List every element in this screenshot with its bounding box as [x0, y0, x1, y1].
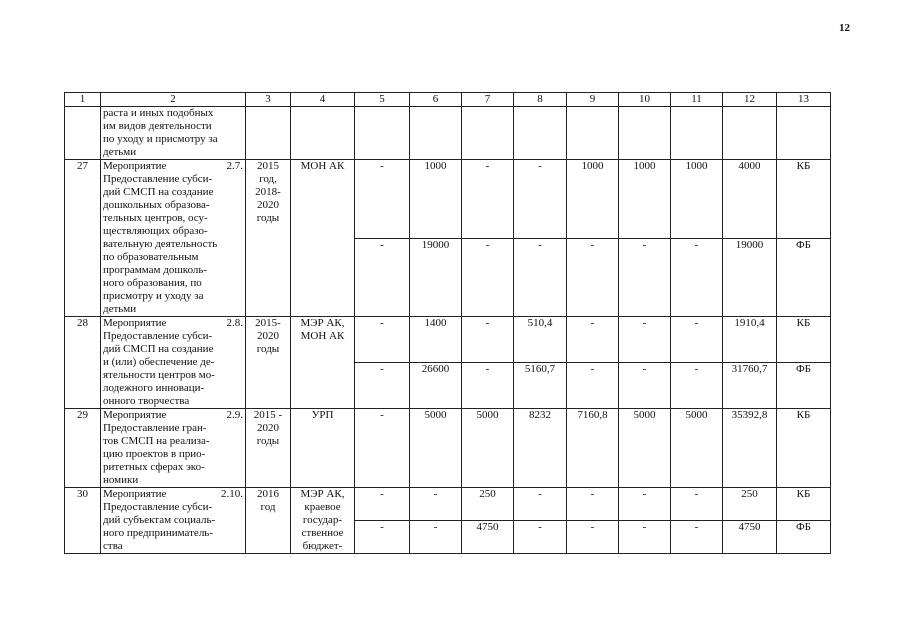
measure-executor: МЭР АК, краевое государ- ственное бюджет- — [291, 488, 355, 554]
measure-executor: МЭР АК, МОН АК — [291, 317, 355, 409]
description-line: ного предприниматель- — [103, 527, 213, 539]
description-line: и (или) обеспечение де- — [103, 356, 215, 368]
measure-title: Мероприятие — [103, 160, 167, 172]
value-cell: 31760,7 — [723, 363, 777, 409]
description-line: ства — [103, 540, 123, 552]
measure-code: 2.10. — [221, 488, 243, 500]
value-cell: 1400 — [410, 317, 462, 363]
measure-number: 28 — [65, 317, 101, 409]
description-line: ного образования, по — [103, 277, 202, 289]
value-cell: КБ — [777, 409, 831, 488]
value-cell: - — [567, 521, 619, 554]
value-cell: - — [671, 363, 723, 409]
measure-period: 2015 год, 2018- 2020 годы — [246, 160, 291, 317]
measure-number: 29 — [65, 409, 101, 488]
value-cell: 5000 — [671, 409, 723, 488]
continuation-row — [65, 107, 831, 160]
value-cell: 1000 — [567, 160, 619, 239]
column-header: 2 — [101, 93, 246, 107]
measure-period: 2015 - 2020 годы — [246, 409, 291, 488]
column-header: 4 — [291, 93, 355, 107]
value-cell: - — [514, 238, 567, 317]
value-cell: - — [410, 488, 462, 521]
description-line: дий субъектам социаль- — [103, 514, 216, 526]
description-line: по образовательным — [103, 251, 199, 263]
description-line: вательную деятельность — [103, 238, 218, 250]
measure-code: 2.9. — [226, 409, 243, 421]
column-header: 12 — [723, 93, 777, 107]
value-cell: 5000 — [619, 409, 671, 488]
value-cell: - — [514, 488, 567, 521]
description-line: ществляющих образо- — [103, 225, 208, 237]
value-cell: - — [671, 488, 723, 521]
description-line: ятельности центров мо- — [103, 369, 215, 381]
value-cell: 19000 — [723, 238, 777, 317]
description-line: Предоставление субси- — [103, 501, 213, 513]
value-cell: 4000 — [723, 160, 777, 239]
value-cell: - — [619, 521, 671, 554]
value-cell: 510,4 — [514, 317, 567, 363]
value-cell: - — [355, 363, 410, 409]
value-cell: 250 — [723, 488, 777, 521]
value-cell: - — [462, 160, 514, 239]
program-table — [64, 92, 831, 554]
value-cell: 35392,8 — [723, 409, 777, 488]
description-line: ритетных сферах эко- — [103, 461, 205, 473]
value-cell: 7160,8 — [567, 409, 619, 488]
value-cell: - — [355, 521, 410, 554]
description-line: Предоставление субси- — [103, 330, 213, 342]
value-cell: 4750 — [462, 521, 514, 554]
value-cell: - — [355, 238, 410, 317]
description-line: дий СМСП на создание — [103, 343, 214, 355]
value-cell: - — [619, 363, 671, 409]
value-cell: - — [567, 488, 619, 521]
measure-number: 30 — [65, 488, 101, 554]
column-header: 1 — [65, 93, 101, 107]
description-line: тов СМСП на реализа- — [103, 435, 210, 447]
column-header: 8 — [514, 93, 567, 107]
value-cell: - — [619, 238, 671, 317]
description-line: Предоставление гран- — [103, 422, 207, 434]
column-header: 13 — [777, 93, 831, 107]
measure-executor: МОН АК — [291, 160, 355, 317]
measure-title: Мероприятие — [103, 317, 167, 329]
value-cell: 19000 — [410, 238, 462, 317]
value-cell: - — [410, 521, 462, 554]
measure-title: Мероприятие — [103, 488, 167, 500]
value-cell: ФБ — [777, 238, 831, 317]
measure-description — [101, 317, 246, 409]
value-cell: КБ — [777, 317, 831, 363]
description-line: дошкольных образова- — [103, 199, 210, 211]
description-line: присмотру и уходу за — [103, 290, 204, 302]
value-cell: - — [355, 317, 410, 363]
column-header: 3 — [246, 93, 291, 107]
measure-period: 2015- 2020 годы — [246, 317, 291, 409]
value-cell: - — [567, 363, 619, 409]
value-cell: - — [619, 317, 671, 363]
column-header: 7 — [462, 93, 514, 107]
description-line: детьми — [103, 303, 137, 315]
value-cell: - — [514, 160, 567, 239]
value-cell: 1000 — [619, 160, 671, 239]
value-cell: 5000 — [462, 409, 514, 488]
value-cell: 5000 — [410, 409, 462, 488]
column-header: 11 — [671, 93, 723, 107]
value-cell: КБ — [777, 160, 831, 239]
measure-code: 2.8. — [226, 317, 243, 329]
column-number-row — [65, 93, 831, 107]
page-number: 12 — [839, 22, 850, 34]
table-row — [65, 160, 831, 239]
value-cell: - — [355, 488, 410, 521]
description-line: Предоставление субси- — [103, 173, 213, 185]
value-cell: - — [671, 238, 723, 317]
value-cell: - — [671, 521, 723, 554]
measure-executor: УРП — [291, 409, 355, 488]
value-cell: - — [567, 317, 619, 363]
value-cell: - — [462, 363, 514, 409]
value-cell: - — [619, 488, 671, 521]
measure-period: 2016 год — [246, 488, 291, 554]
value-cell: - — [567, 238, 619, 317]
continuation-text: раста и иных подобных им видов деятельности по уходу и присмотру за детьми — [101, 107, 246, 160]
measure-number: 27 — [65, 160, 101, 317]
description-line: лодежного инноваци- — [103, 382, 205, 394]
value-cell: 1000 — [671, 160, 723, 239]
value-cell: 250 — [462, 488, 514, 521]
value-cell: 26600 — [410, 363, 462, 409]
description-line: цию проектов в прио- — [103, 448, 206, 460]
value-cell: - — [355, 409, 410, 488]
description-line: номики — [103, 474, 139, 486]
value-cell: 4750 — [723, 521, 777, 554]
value-cell: - — [671, 317, 723, 363]
description-line: тельных центров, осу- — [103, 212, 208, 224]
value-cell: ФБ — [777, 363, 831, 409]
column-header: 9 — [567, 93, 619, 107]
measure-code: 2.7. — [226, 160, 243, 172]
table-row — [65, 409, 831, 488]
value-cell: - — [514, 521, 567, 554]
value-cell: 1910,4 — [723, 317, 777, 363]
column-header: 5 — [355, 93, 410, 107]
description-line: дий СМСП на создание — [103, 186, 214, 198]
description-line: программам дошколь- — [103, 264, 208, 276]
measure-title: Мероприятие — [103, 409, 167, 421]
value-cell: 8232 — [514, 409, 567, 488]
value-cell: 1000 — [410, 160, 462, 239]
value-cell: ФБ — [777, 521, 831, 554]
value-cell: КБ — [777, 488, 831, 521]
table-row — [65, 317, 831, 363]
table-row — [65, 488, 831, 521]
value-cell: - — [462, 317, 514, 363]
measure-description — [101, 488, 246, 554]
column-header: 10 — [619, 93, 671, 107]
value-cell: - — [355, 160, 410, 239]
value-cell: - — [462, 238, 514, 317]
column-header: 6 — [410, 93, 462, 107]
value-cell: 5160,7 — [514, 363, 567, 409]
measure-description — [101, 160, 246, 317]
measure-description — [101, 409, 246, 488]
description-line: онного творчества — [103, 395, 190, 407]
